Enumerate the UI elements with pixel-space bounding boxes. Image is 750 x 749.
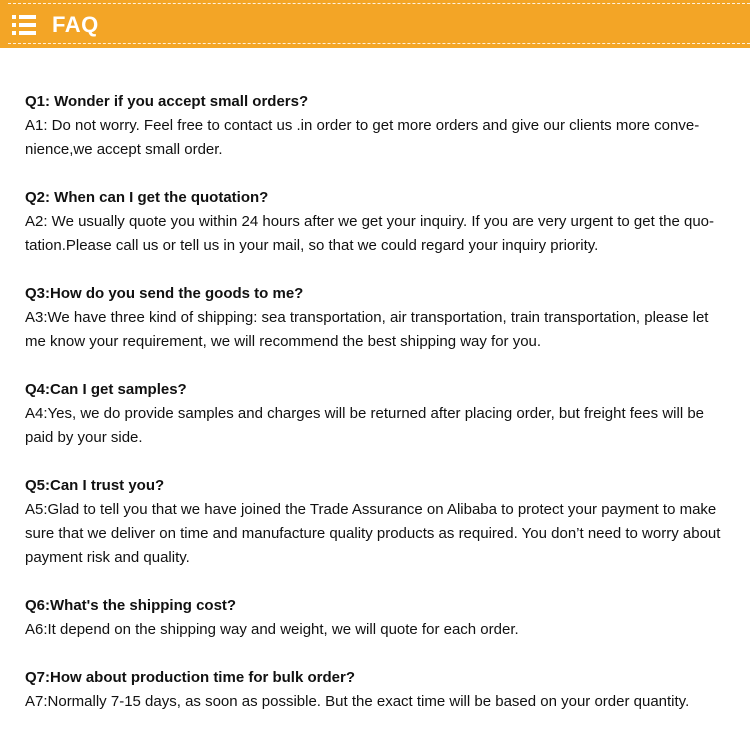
faq-question: Q5:Can I trust you? (25, 477, 165, 494)
banner-dashed-line-top (8, 3, 750, 4)
faq-item (25, 90, 725, 162)
faq-answer-line: tation.Please call us or tell us in your mail, so that we could regard your inquiry priority. (25, 237, 599, 254)
faq-answer-line: A4:Yes, we do provide samples and charges will be returned after placing order, but freight fees will be (25, 405, 704, 422)
faq-question: Q4:Can I get samples? (25, 381, 187, 398)
faq-question: Q1: Wonder if you accept small orders? (25, 93, 309, 110)
faq-answer-line: A3:We have three kind of shipping: sea transportation, air transportation, train transportation, please let (25, 309, 709, 326)
faq-answer-line: sure that we deliver on time and manufacture quality products as required. You don’t need to worry about (25, 525, 721, 542)
faq-item (25, 666, 725, 714)
faq-item (25, 378, 725, 450)
faq-item (25, 282, 725, 354)
banner-dashed-line-bottom (8, 43, 750, 44)
faq-answer-line: A5:Glad to tell you that we have joined the Trade Assurance on Alibaba to protect your payment to make (25, 501, 717, 518)
faq-answer-line: A2: We usually quote you within 24 hours after we get your inquiry. If you are very urgent to get the quo- (25, 213, 714, 230)
faq-answer-line: paid by your side. (25, 429, 143, 446)
faq-answer-line: A7:Normally 7-15 days, as soon as possible. But the exact time will be based on your order quantity. (25, 693, 690, 710)
faq-banner (0, 0, 750, 48)
faq-list (25, 90, 725, 738)
faq-item (25, 474, 725, 570)
faq-answer-line: A6:It depend on the shipping way and weight, we will quote for each order. (25, 621, 519, 638)
faq-question: Q2: When can I get the quotation? (25, 189, 269, 206)
faq-question: Q3:How do you send the goods to me? (25, 285, 304, 302)
faq-answer-line: payment risk and quality. (25, 549, 190, 566)
faq-item (25, 186, 725, 258)
faq-question: Q6:What's the shipping cost? (25, 597, 237, 614)
faq-answer-line: nience,we accept small order. (25, 141, 223, 158)
page-title: FAQ (52, 12, 99, 37)
faq-answer-line: me know your requirement, we will recommend the best shipping way for you. (25, 333, 542, 350)
faq-answer-line: A1: Do not worry. Feel free to contact us .in order to get more orders and give our clients more conve- (25, 117, 700, 134)
faq-item (25, 594, 725, 642)
list-icon (12, 15, 36, 35)
faq-question: Q7:How about production time for bulk order? (25, 669, 355, 686)
